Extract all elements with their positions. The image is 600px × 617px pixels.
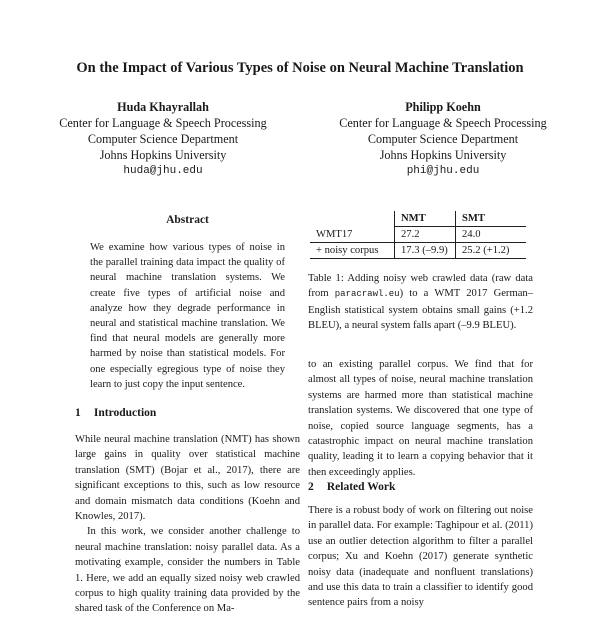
introduction-paragraph-1: While neural machine translation (NMT) has shown large gains in quality over statistical machine translation (SMT) (Bojar et al., 2017), there are significant exceptions to this, such as low resource and domain mismatch data conditions (Koehn and Knowles, 2017). bbox=[75, 434, 300, 523]
caption-code: paracrawl.eu bbox=[334, 289, 400, 300]
table-caption bbox=[308, 271, 533, 334]
table-header-row bbox=[310, 211, 526, 227]
related-work-body bbox=[308, 503, 533, 611]
section-heading-related-work bbox=[308, 481, 395, 493]
author-email: huda@jhu.edu bbox=[123, 165, 203, 177]
section-heading-introduction bbox=[75, 407, 156, 419]
section-title: Related Work bbox=[326, 481, 396, 493]
introduction-body bbox=[75, 432, 300, 617]
table-header-cell: SMT bbox=[456, 211, 527, 227]
paper-title: On the Impact of Various Types of Noise on Neural Machine Translation bbox=[76, 60, 524, 76]
table-cell: WMT17 bbox=[310, 227, 395, 243]
caption-text: Table 1: Adding noisy web crawled data (raw data from bbox=[308, 273, 533, 300]
abstract-text: We examine how various types of noise in the parallel training data impact the quality of neural machine translation systems. We create five types of artificial noise and analyze how they degrade performance in neural and statistical machine translation. We find that neural models are generally more harmed by noise than statistical models. For one especially egregious type of noise they learn to just copy the input sentence. bbox=[90, 242, 285, 390]
table-cell: + noisy corpus bbox=[310, 243, 395, 259]
table-cell: 24.0 bbox=[456, 227, 527, 243]
table-cell: 27.2 bbox=[395, 227, 456, 243]
abstract-heading: Abstract bbox=[166, 214, 209, 226]
author-affiliation: Center for Language & Speech Processing bbox=[339, 116, 547, 130]
author-block-1 bbox=[43, 99, 283, 179]
section-title: Introduction bbox=[93, 407, 157, 419]
author-affiliation: Center for Language & Speech Processing bbox=[59, 116, 267, 130]
author-university: Johns Hopkins University bbox=[99, 148, 227, 162]
results-table bbox=[310, 211, 526, 259]
author-department: Computer Science Department bbox=[367, 132, 519, 146]
introduction-paragraph-2: In this work, we consider another challenge to neural machine translation: noisy parallel data. As a motivating example, consider the numbers in Table 1. Here, we add an equally sized noisy web crawled corpus to high quality training data provided by the shared task of the Conference on Ma- bbox=[75, 526, 300, 615]
table-cell: 25.2 (+1.2) bbox=[456, 243, 527, 259]
table-row bbox=[310, 227, 526, 243]
author-name: Huda Khayrallah bbox=[117, 100, 209, 114]
continuation-paragraph: to an existing parallel corpus. We find that for almost all types of noise, neural machine translation systems are harmed more than statistical machine translation systems. We discovered that one type of noise, copied source language segments, has a catastrophic impact on neural machine translation quality, leading it to learn a copying behavior that it then exceedingly applies. bbox=[308, 359, 533, 478]
author-department: Computer Science Department bbox=[87, 132, 239, 146]
author-email: phi@jhu.edu bbox=[406, 165, 480, 177]
section-number: 2 bbox=[308, 481, 314, 493]
caption-text: ) to a WMT 2017 German–English statistical system obtains small gains (+1.2 BLEU), a neural system falls apart (–9.9 BLEU). bbox=[308, 288, 533, 332]
table-header-cell: NMT bbox=[395, 211, 456, 227]
table-header-cell bbox=[310, 211, 395, 227]
author-block-2 bbox=[323, 99, 563, 179]
section-number: 1 bbox=[75, 407, 81, 419]
author-name: Philipp Koehn bbox=[405, 100, 481, 114]
table-row bbox=[310, 243, 526, 259]
related-work-paragraph-1: There is a robust body of work on filtering out noise in parallel data. For example: Taghipour et al. (2011) use an outlier detection algorithm to filter a parallel corpus; Xu and Koehn (2017) generate synthetic noisy data (inadequate and nonfluent translations) and use this data to train a classifier to identify good sentence pairs from a noisy bbox=[308, 505, 533, 609]
table-cell: 17.3 (–9.9) bbox=[395, 243, 456, 259]
author-university: Johns Hopkins University bbox=[379, 148, 507, 162]
right-column-body bbox=[308, 357, 533, 480]
